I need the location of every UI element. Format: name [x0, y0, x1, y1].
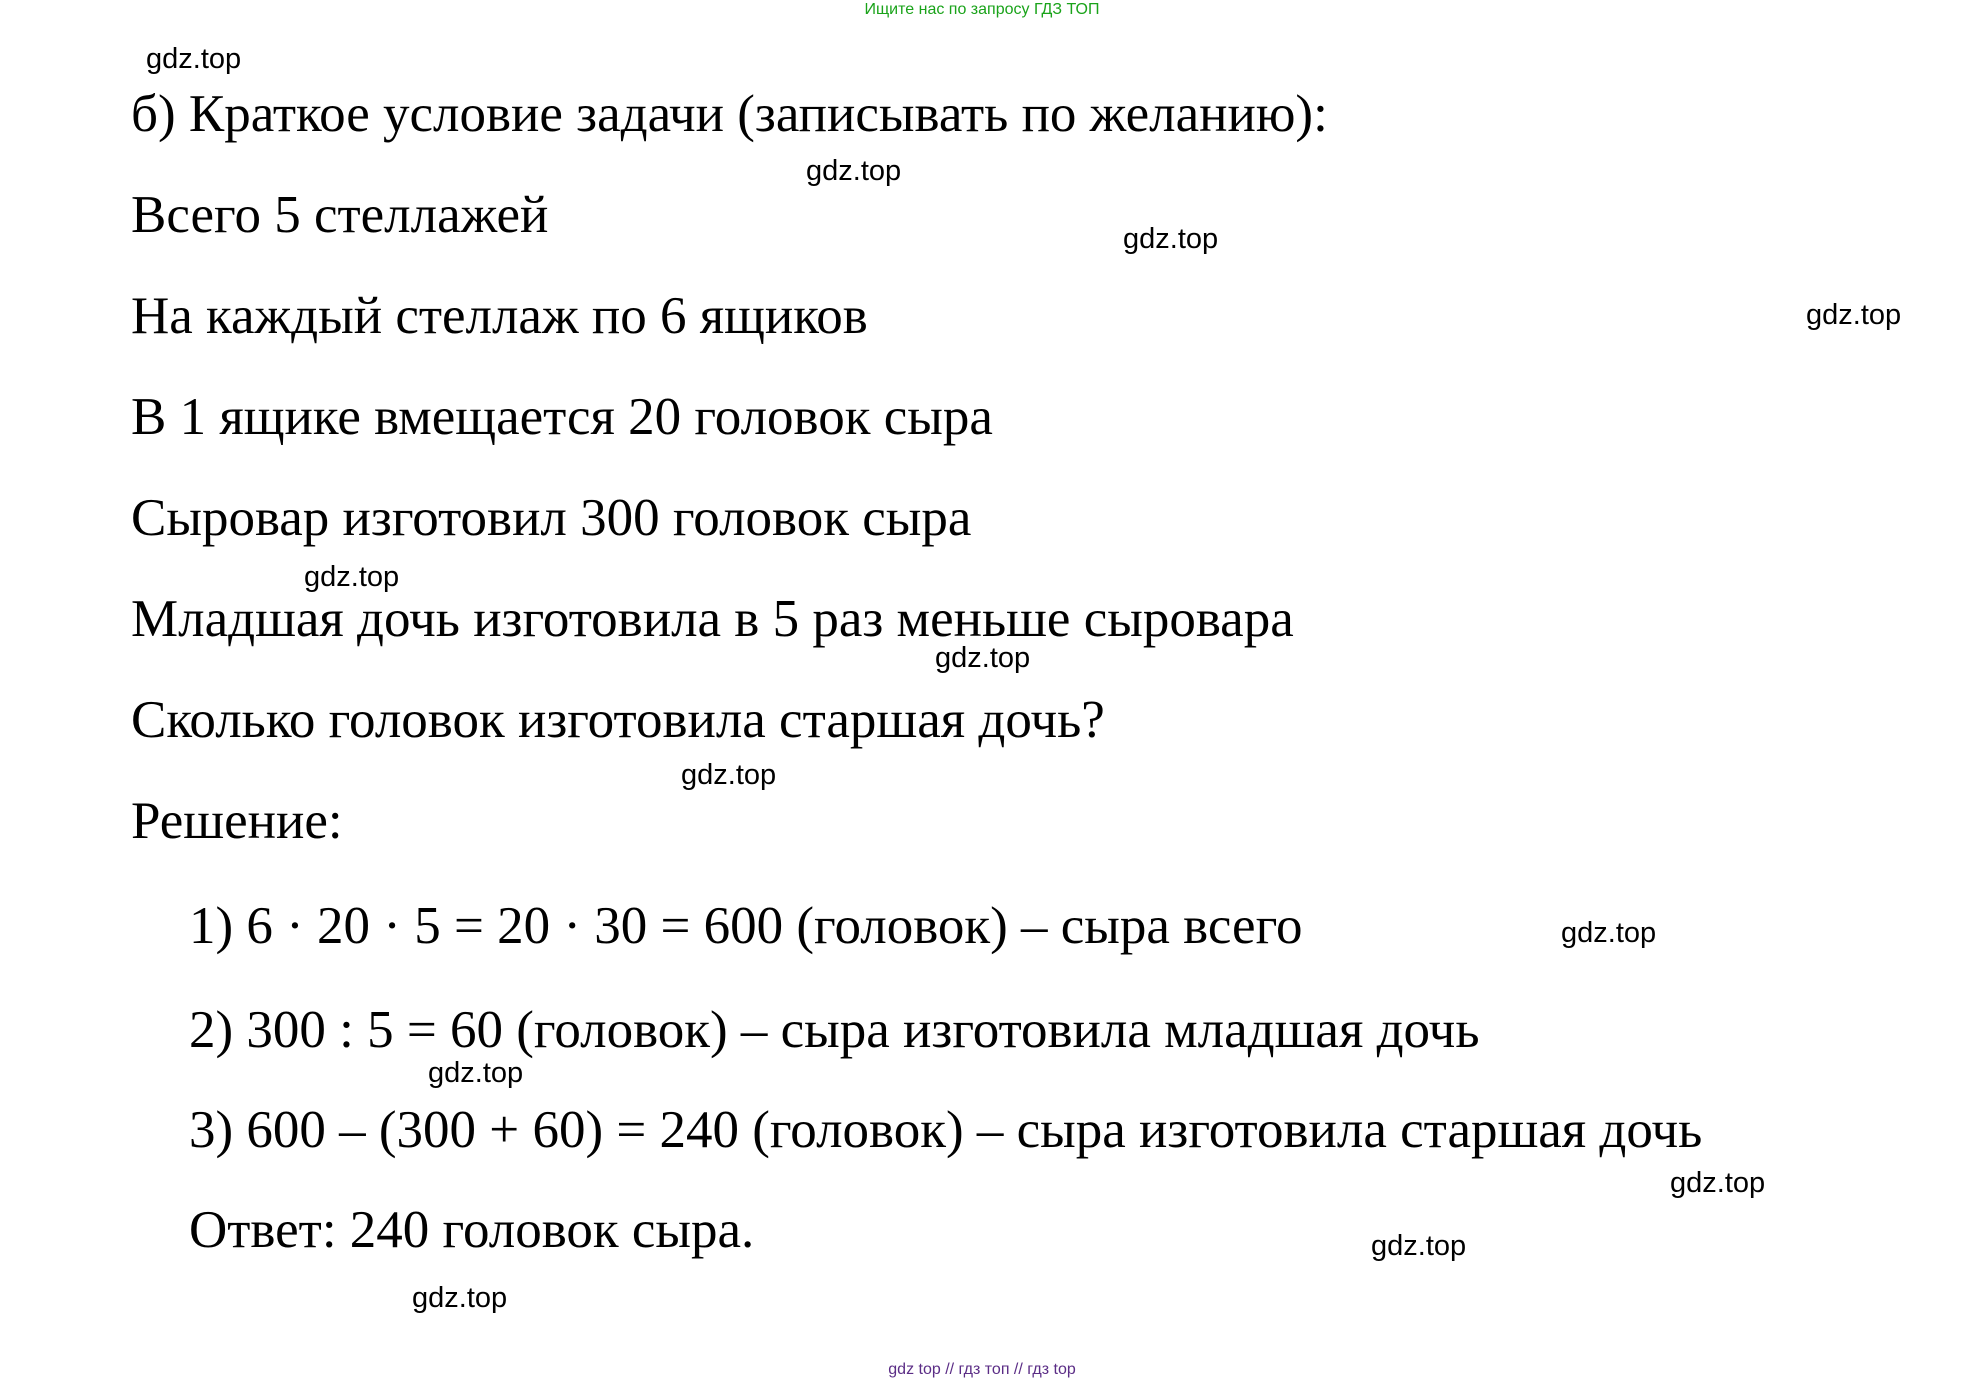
solution-step-1: 1) 6 · 20 · 5 = 20 · 30 = 600 (головок) – сыра всего — [189, 897, 1303, 955]
condition-line-cheesemaker: Сыровар изготовил 300 головок сыра — [131, 489, 972, 547]
watermark: gdz.top — [1670, 1167, 1766, 1199]
watermark: gdz.top — [1561, 917, 1657, 949]
condition-line-shelves: Всего 5 стеллажей — [131, 186, 549, 244]
solution-step-2: 2) 300 : 5 = 60 (головок) – сыра изготовила младшая дочь — [189, 1001, 1480, 1059]
watermark: gdz.top — [935, 642, 1031, 674]
watermark: gdz.top — [428, 1057, 524, 1089]
watermark: gdz.top — [304, 561, 400, 593]
footer-text: gdz top // гдз топ // гдз top — [888, 1361, 1076, 1378]
condition-question: Сколько головок изготовила старшая дочь? — [131, 691, 1105, 749]
watermark: gdz.top — [412, 1282, 508, 1314]
answer-line: Ответ: 240 головок сыра. — [189, 1201, 755, 1259]
watermark: gdz.top — [1123, 223, 1219, 255]
watermark: gdz.top — [1371, 1230, 1467, 1262]
solution-heading: Решение: — [131, 792, 343, 850]
condition-line-boxes: На каждый стеллаж по 6 ящиков — [131, 287, 868, 345]
condition-heading: б) Краткое условие задачи (записывать по желанию): — [131, 85, 1328, 143]
watermark: gdz.top — [146, 43, 242, 75]
condition-line-box-capacity: В 1 ящике вмещается 20 головок сыра — [131, 388, 993, 446]
solution-step-3: 3) 600 – (300 + 60) = 240 (головок) – сыра изготовила старшая дочь — [189, 1101, 1703, 1159]
watermark: gdz.top — [681, 759, 777, 791]
watermark: gdz.top — [806, 155, 902, 187]
condition-line-younger-daughter: Младшая дочь изготовила в 5 раз меньше сыровара — [131, 590, 1294, 648]
top-banner: Ищите нас по запросу ГДЗ ТОП — [864, 1, 1100, 18]
watermark: gdz.top — [1806, 299, 1902, 331]
